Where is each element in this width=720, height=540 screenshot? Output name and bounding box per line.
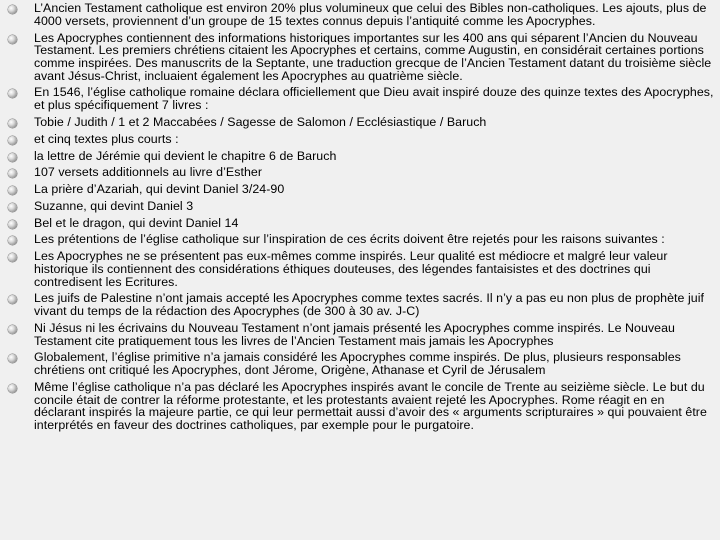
- list-item: [8, 133, 714, 146]
- list-item: [8, 32, 714, 83]
- bullet-text: Même l’église catholique n’a pas déclaré les Apocryphes inspirés avant le concile de Trente au seizième siècle. Le but du concile était de contrer la réforme protestante, et les protestants avaient rejeté les Apocryphes. Rome réagit en en déclarant inspirés la majeure partie, ce qui leur permettait aussi d’avoir des « arguments scripturaires » qui pouvaient être interprétés en faveur des doctrines catholiques, par exemple pour le purgatoire.: [34, 379, 707, 433]
- bullet-text: La prière d’Azariah, qui devint Daniel 3/24-90: [34, 182, 285, 197]
- sphere-bullet-icon: [8, 153, 17, 162]
- bullet-text: la lettre de Jérémie qui devient le chapitre 6 de Baruch: [34, 148, 337, 163]
- bullet-text: Tobie / Judith / 1 et 2 Maccabées / Sagesse de Salomon / Ecclésiastique / Baruch: [34, 114, 487, 129]
- list-item: [8, 233, 714, 246]
- sphere-bullet-icon: [8, 325, 17, 334]
- sphere-bullet-icon: [8, 35, 17, 44]
- list-item: [8, 86, 714, 111]
- bullet-text: Bel et le dragon, qui devint Daniel 14: [34, 215, 239, 230]
- sphere-bullet-icon: [8, 354, 17, 363]
- list-item: [8, 116, 714, 129]
- sphere-bullet-icon: [8, 384, 17, 393]
- sphere-bullet-icon: [8, 89, 17, 98]
- list-item: [8, 2, 714, 27]
- sphere-bullet-icon: [8, 169, 17, 178]
- bullet-text: Les Apocryphes ne se présentent pas eux-mêmes comme inspirés. Leur qualité est médiocre et malgré leur valeur historique ils contiennent des considérations éthiques douteuses, des légendes fantaisistes et des doctrines qui contredisent les Ecritures.: [34, 249, 668, 289]
- list-item: [8, 166, 714, 179]
- list-item: [8, 200, 714, 213]
- bullet-text: 107 versets additionnels au livre d’Esther: [34, 165, 263, 180]
- list-item: [8, 183, 714, 196]
- list-item: [8, 292, 714, 317]
- list-item: [8, 217, 714, 230]
- sphere-bullet-icon: [8, 119, 17, 128]
- sphere-bullet-icon: [8, 186, 17, 195]
- bullet-text: Les prétentions de l’église catholique sur l’inspiration de ces écrits doivent être rejetés pour les raisons suivantes :: [34, 232, 665, 247]
- sphere-bullet-icon: [8, 220, 17, 229]
- sphere-bullet-icon: [8, 136, 17, 145]
- bullet-text: Ni Jésus ni les écrivains du Nouveau Testament n’ont jamais présenté les Apocryphes comme inspirés. Le Nouveau Testament cite pratiquement tous les livres de l’Ancien Testament mais jamais les Apocryphes: [34, 320, 675, 348]
- bullet-text: Suzanne, qui devint Daniel 3: [34, 198, 194, 213]
- bullet-text: et cinq textes plus courts :: [34, 131, 179, 146]
- list-item: [8, 351, 714, 376]
- bullet-list: [8, 2, 714, 436]
- list-item: [8, 322, 714, 347]
- sphere-bullet-icon: [8, 253, 17, 262]
- sphere-bullet-icon: [8, 203, 17, 212]
- sphere-bullet-icon: [8, 5, 17, 14]
- list-item: [8, 250, 714, 288]
- bullet-text: Globalement, l’église primitive n’a jamais considéré les Apocryphes comme inspirés. De plus, plusieurs responsables chrétiens ont critiqué les Apocryphes, dont Jérome, Origène, Athanase et Cyril de Jérusalem: [34, 350, 681, 378]
- list-item: [8, 150, 714, 163]
- bullet-text: L’Ancien Testament catholique est environ 20% plus volumineux que celui des Bibles non-catholiques. Les ajouts, plus de 4000 versets, proviennent d’un groupe de 15 textes connus depuis l’antiquité comme les Apocryphes.: [34, 1, 707, 28]
- sphere-bullet-icon: [8, 236, 17, 245]
- bullet-text: Les juifs de Palestine n’ont jamais accepté les Apocryphes comme textes sacrés. Il n’y a pas eu non plus de prophète juif vivant du temps de la rédaction des Apocryphes (de 300 à 30 av. J-C): [34, 291, 705, 319]
- list-item: [8, 381, 714, 432]
- sphere-bullet-icon: [8, 295, 17, 304]
- bullet-text: En 1546, l’église catholique romaine déclara officiellement que Dieu avait inspiré douze des quinze textes des Apocryphes, et plus spécifiquement 7 livres :: [34, 85, 714, 113]
- bullet-text: Les Apocryphes contiennent des informations historiques importantes sur les 400 ans qui séparent l’Ancien du Nouveau Testament. Les premiers chrétiens citaient les Apocryphes et certains, comme Augustin, en considérait certaines portions comme inspirées. Des manuscrits de la Septante, une traduction grecque de l’Ancien Testament datant du troisième siècle avant Jésus-Christ, incluaient également les Apocryphes au quatrième siècle.: [34, 30, 712, 83]
